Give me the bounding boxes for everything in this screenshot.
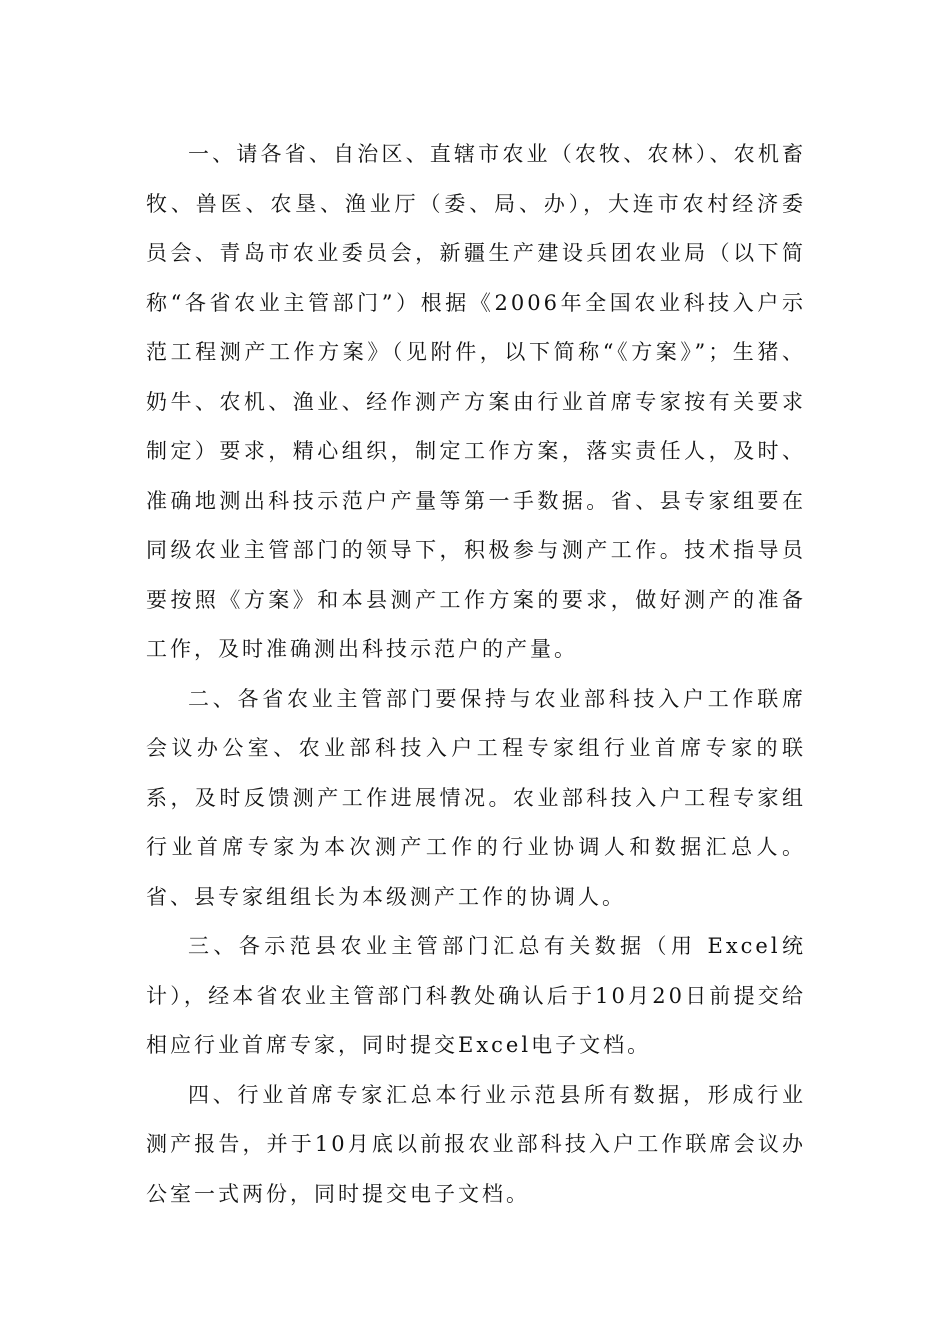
paragraph-1: 一、请各省、自治区、直辖市农业（农牧、农林）、农机畜牧、兽医、农垦、渔业厅（委、局、办），大连市农村经济委员会、青岛市农业委员会，新疆生产建设兵团农业局（以下简称“各省农业主管部门”）根据《2006年全国农业科技入户示范工程测产工作方案》（见附件，以下简称“《方案》”；生猪、奶牛、农机、渔业、经作测产方案由行业首席专家按有关要求制定）要求，精心组织，制定工作方案，落实责任人，及时、准确地测出科技示范户产量等第一手数据。省、县专家组要在同级农业主管部门的领导下，积极参与测产工作。技术指导员要按照《方案》和本县测产工作方案的要求，做好测产的准备工作，及时准确测出科技示范户的产量。 — [146, 142, 806, 661]
document-body — [146, 130, 806, 1219]
paragraph-4: 四、行业首席专家汇总本行业示范县所有数据，形成行业测产报告，并于10月底以前报农业部科技入户工作联席会议办公室一式两份，同时提交电子文档。 — [146, 1082, 806, 1206]
paragraph-2: 二、各省农业主管部门要保持与农业部科技入户工作联席会议办公室、农业部科技入户工程专家组行业首席专家的联系，及时反馈测产工作进展情况。农业部科技入户工程专家组行业首席专家为本次测产工作的行业协调人和数据汇总人。省、县专家组组长为本级测产工作的协调人。 — [146, 686, 806, 909]
paragraph-3: 三、各示范县农业主管部门汇总有关数据（用 Excel统计），经本省农业主管部门科教处确认后于10月20日前提交给相应行业首席专家，同时提交Excel电子文档。 — [146, 934, 806, 1057]
